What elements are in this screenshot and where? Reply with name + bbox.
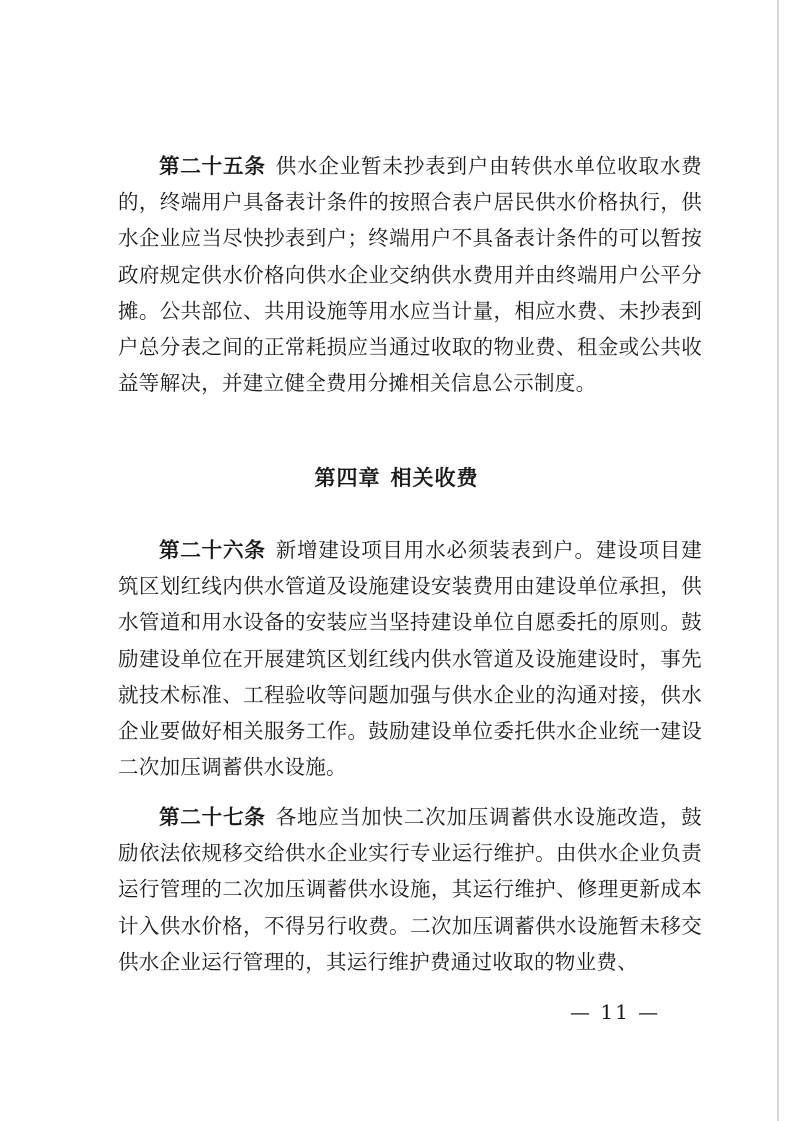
- article-26-text: 新增建设项目用水必须装表到户。建设项目建筑区划红线内供水管道及设施建设安装费用由建设单位承担，供水管道和用水设备的安装应当坚持建设单位自愿委托的原则。鼓励建设单位在开展建筑区划红线内供水管道及设施建设时，事先就技术标准、工程验收等问题加强与供水企业的沟通对接，供水企业要做好相关服务工作。鼓励建设单位委托供水企业统一建设二次加压调蓄供水设施。: [118, 538, 703, 780]
- page-number: — 11 —: [570, 1000, 661, 1024]
- article-27-text: 各地应当加快二次加压调蓄供水设施改造，鼓励依法依规移交给供水企业实行专业运行维护。由供水企业负责运行管理的二次加压调蓄供水设施，其运行维护、修理更新成本计入供水价格，不得另行收费。二次加压调蓄供水设施暂未移交供水企业运行管理的，其运行维护费通过收取的物业费、: [118, 805, 703, 974]
- article-25-text: 供水企业暂未抄表到户由转供水单位收取水费的，终端用户具备表计条件的按照合表户居民供水价格执行，供水企业应当尽快抄表到户；终端用户不具备表计条件的可以暂按政府规定供水价格向供水企业交纳供水费用并由终端用户公平分摊。公共部位、共用设施等用水应当计量，相应水费、未抄表到户总分表之间的正常耗损应当通过收取的物业费、租金或公共收益等解决，并建立健全费用分摊相关信息公示制度。: [118, 154, 703, 396]
- chapter-heading: [0, 462, 793, 492]
- article-27-label: 第二十七条: [159, 805, 266, 829]
- article-25-paragraph: [118, 148, 702, 401]
- chapter-number: 第四章: [314, 466, 381, 490]
- article-25-label: 第二十五条: [159, 154, 266, 178]
- article-26-label: 第二十六条: [159, 538, 266, 562]
- article-26-paragraph: [118, 532, 702, 785]
- article-27-paragraph: [118, 799, 702, 980]
- scan-edge-line: [777, 0, 779, 1121]
- chapter-title: 相关收费: [390, 466, 479, 490]
